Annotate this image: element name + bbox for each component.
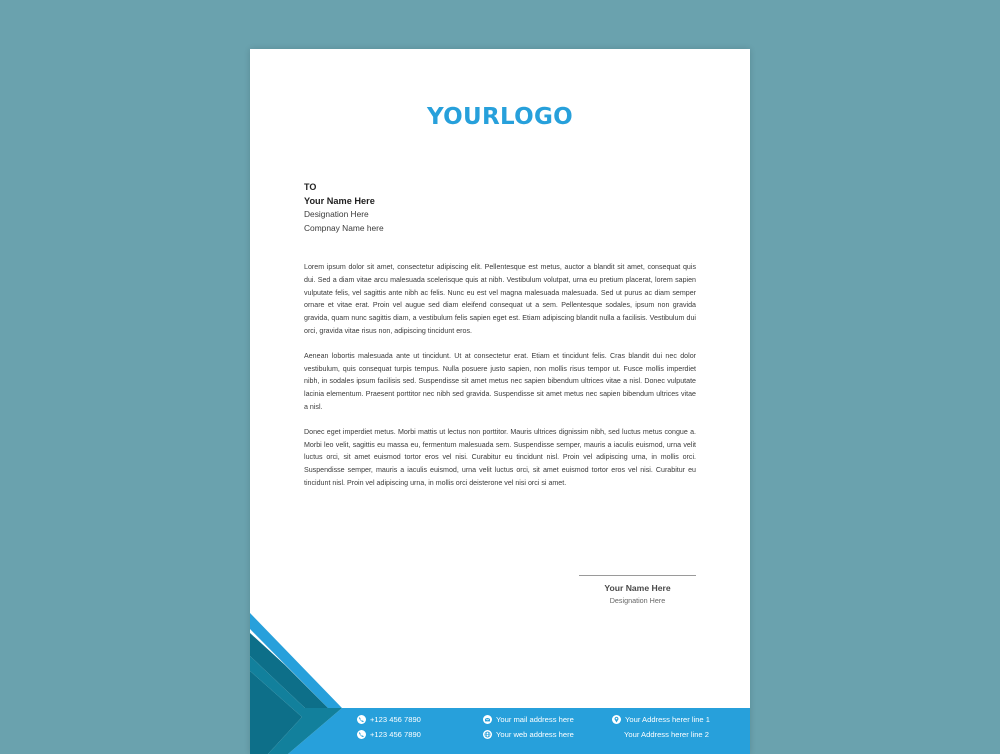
signature-line [579,575,696,576]
mail-icon [483,715,492,724]
location-icon [612,715,621,724]
recipient-designation: Designation Here [304,209,369,219]
signature-block [579,575,696,605]
phone-icon [357,715,366,724]
letter-body [304,261,696,502]
address-line-1 [612,715,710,724]
signer-designation: Designation Here [609,596,666,605]
letterhead-page [250,49,750,754]
email-address: Your mail address here [496,715,574,724]
phone-number-1: +123 456 7890 [370,715,421,724]
web-line [483,730,574,739]
contact-footer [250,708,750,754]
phone-number-2: +123 456 7890 [370,730,421,739]
body-paragraph: Donec eget imperdiet metus. Morbi mattis ut lectus non porttitor. Mauris ultrices dignissim nibh, sed luctus metus congue a. Morbi leo velit, sagittis eu massa eu, fermentum malesuada sem. Suspendisse semper, mauris a iaculis euismod, urna velit luctus orci, sit amet euismod tortor eros vel nisi. Curabitur eu tincidunt nisl. Proin vel adipiscing urna, in mollis orci. Suspendisse semper, mauris a iaculis euismod, urna velit luctus orci, sit amet euismod tortor eros vel nisi. Curabitur eu tincidunt nisl. Proin vel adipiscing urna, in mollis orci deisterone vel nisi orci si amet. [304,427,696,487]
web-address: Your web address here [496,730,574,739]
to-label: TO [304,182,317,192]
email-line [483,715,574,724]
address-line-2 [624,730,709,739]
body-paragraph: Aenean lobortis malesuada ante ut tincidunt. Ut at consectetur erat. Etiam et tincidunt felis. Cras blandit dui nec dolor vestibulum, quis consequat turpis tempus. Nulla posuere justo sapien, non mollis risus tempor ut. Fusce mollis imperdiet nibh, in sodales ipsum facilisis sed. Suspendisse sit amet metus nec sapien bibendum ultrices vitae a nisl. Donec vulputate lacinia elementum. Praesent porttitor nec nibh sed gravida. Suspendisse sit amet metus nec sapien bibendum ultrices vitae a nisl. [304,351,696,411]
phone-icon [357,730,366,739]
phone-line-2 [357,730,421,739]
globe-icon [483,730,492,739]
recipient-company: Compnay Name here [304,222,384,233]
address-text-2: Your Address herer line 2 [624,730,709,739]
body-paragraph: Lorem ipsum dolor sit amet, consectetur adipiscing elit. Pellentesque est metus, auctor a blandit sit amet, consequat quis dui. Sed a diam vitae arcu malesuada scelerisque quis at nibh. Vestibulum volutpat, urna eu pretium placerat, lorem sapien vulputate felis, vel sagittis ante nibh ac felis. Nunc eu est vel magna malesuada malesuada. Sed ut purus ac diam semper ornare et vitae erat. Proin vel augue sed diam eleifend consequat ut a sem. Pellentesque sodales, ipsum non gravida gravida, quam nunc sagittis diam, a vestibulum felis sapien eget est. Etiam adipiscing blandit nulla a facilisis. Vestibulum dui orci, gravida vitae risus non, adipiscing tincidunt eros. [304,263,696,335]
recipient-name: Your Name Here [304,195,375,206]
phone-line-1 [357,715,421,724]
recipient-block [304,181,384,235]
address-text-1: Your Address herer line 1 [625,715,710,724]
signer-name: Your Name Here [604,583,671,593]
company-logo: YOURLOGO [427,104,573,130]
